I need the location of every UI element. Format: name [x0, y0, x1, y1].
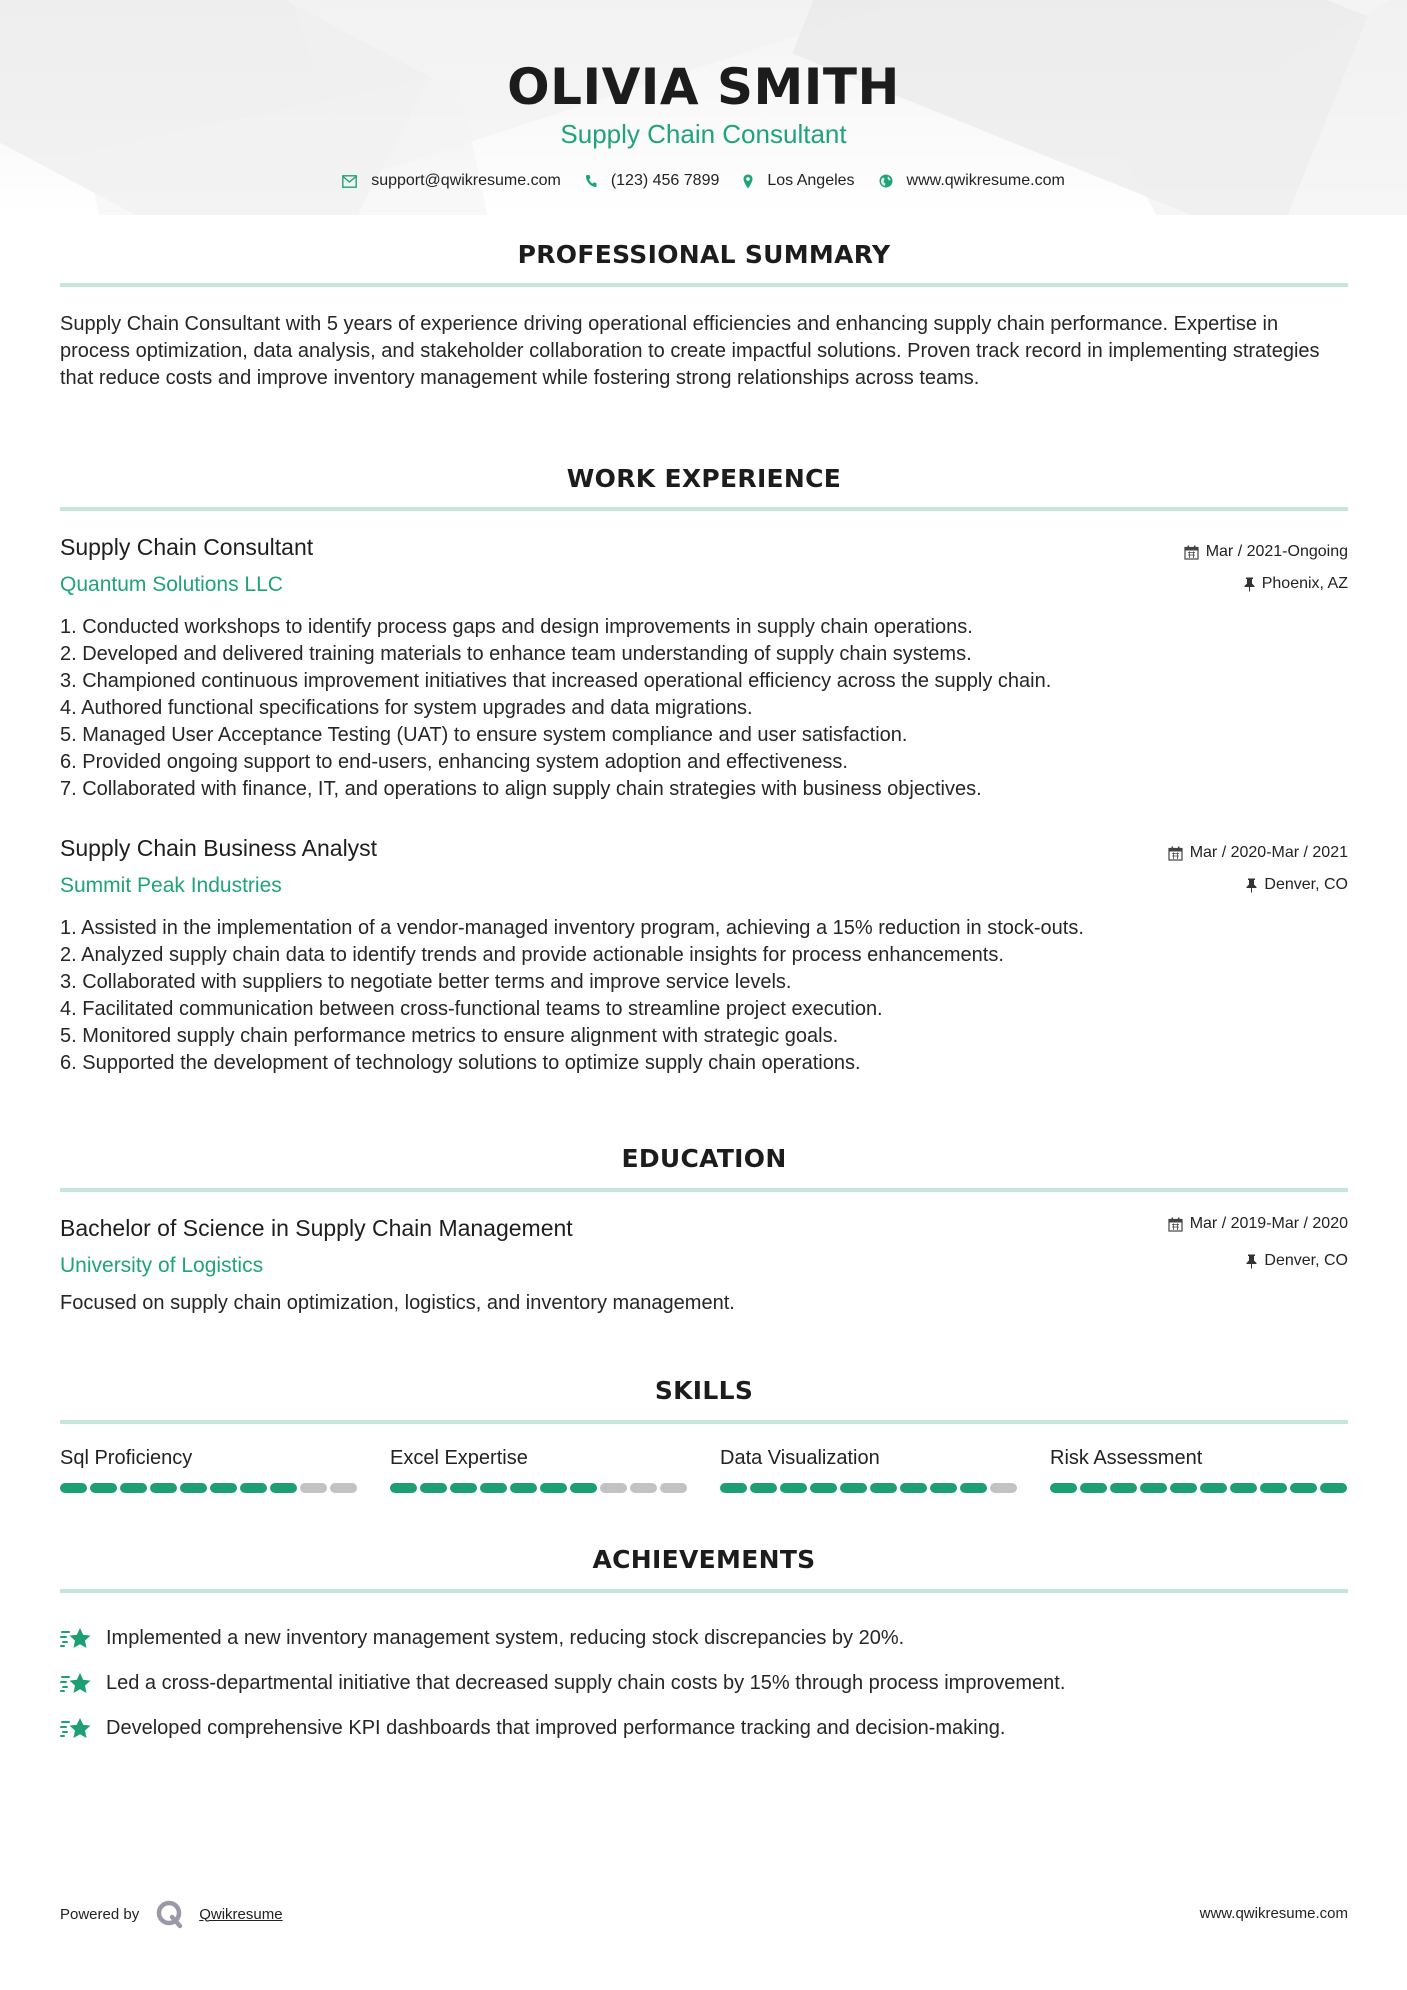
skill-dot-filled — [720, 1483, 747, 1493]
candidate-title: Supply Chain Consultant — [560, 119, 847, 149]
skill-rating — [720, 1483, 1020, 1493]
skill-dot-empty — [330, 1483, 357, 1493]
skill-dot-filled — [960, 1483, 987, 1493]
skill-dot-filled — [180, 1483, 207, 1493]
skill-dot-empty — [660, 1483, 687, 1493]
skill-dot-empty — [990, 1483, 1017, 1493]
bullet-item: 6. Provided ongoing support to end-users, enhancing system adoption and effectiveness. — [60, 751, 848, 773]
star-icon — [60, 1716, 94, 1742]
bullet-item: 1. Assisted in the implementation of a vendor-managed inventory program, achieving a 15% reduction in stock-outs. — [60, 917, 1084, 939]
skill-dot-filled — [60, 1483, 87, 1493]
job-dates: Mar / 2020-Mar / 2021 — [1168, 844, 1348, 862]
skill-dot-filled — [1170, 1483, 1197, 1493]
education-location: Denver, CO — [1246, 1252, 1348, 1270]
bullet-item: 3. Collaborated with suppliers to negotiate better terms and improve service levels. — [60, 971, 792, 993]
skill-rating — [390, 1483, 690, 1493]
job-location: Denver, CO — [1246, 876, 1348, 894]
job-bullets — [60, 614, 1350, 803]
skill-dot-empty — [630, 1483, 657, 1493]
skill-dot-filled — [240, 1483, 267, 1493]
bullet-item: 6. Supported the development of technology solutions to optimize supply chain operations. — [60, 1052, 861, 1074]
website-text: www.qwikresume.com — [906, 172, 1065, 189]
skill-dot-filled — [810, 1483, 837, 1493]
achievement-item: Implemented a new inventory management system, reducing stock discrepancies by 20%. — [60, 1616, 1350, 1661]
bullet-item: 5. Managed User Acceptance Testing (UAT) to ensure system compliance and user satisfaction. — [60, 724, 908, 746]
skill-name: Data Visualization — [720, 1447, 880, 1469]
skill-dot-filled — [1260, 1483, 1287, 1493]
footer-powered-by — [60, 1899, 283, 1929]
skill-name: Sql Proficiency — [60, 1447, 193, 1469]
skill-dot-empty — [300, 1483, 327, 1493]
skill-dot-filled — [750, 1483, 777, 1493]
phone-text: (123) 456 7899 — [610, 172, 720, 189]
achievement-item: Developed comprehensive KPI dashboards that improved performance tracking and decision-making. — [60, 1706, 1350, 1751]
skill-name: Risk Assessment — [1050, 1447, 1203, 1469]
skill-dot-filled — [1140, 1483, 1167, 1493]
skill-dot-filled — [870, 1483, 897, 1493]
skill-item — [60, 1447, 360, 1493]
skill-dot-filled — [270, 1483, 297, 1493]
qwikresume-link[interactable]: Qwikresume — [199, 1905, 283, 1923]
skill-dot-filled — [1110, 1483, 1137, 1493]
education-dates: Mar / 2019-Mar / 2020 — [1168, 1215, 1348, 1233]
location-text: Los Angeles — [767, 172, 855, 189]
summary-divider — [60, 283, 1348, 287]
calendar-icon — [1168, 1217, 1183, 1232]
skill-dot-filled — [540, 1483, 567, 1493]
pushpin-icon — [1246, 1254, 1257, 1269]
pushpin-icon — [1246, 878, 1257, 893]
bullet-item: 1. Conducted workshops to identify process gaps and design improvements in supply chain operations. — [60, 616, 973, 638]
education-divider — [60, 1188, 1348, 1192]
skill-item — [1050, 1447, 1350, 1493]
achievements-list — [60, 1616, 1350, 1751]
skill-dot-filled — [1320, 1483, 1347, 1493]
skill-rating — [1050, 1483, 1350, 1493]
bullet-item: 7. Collaborated with finance, IT, and operations to align supply chain strategies with business objectives. — [60, 778, 982, 800]
education-heading: EDUCATION — [621, 1144, 787, 1173]
skill-dot-filled — [930, 1483, 957, 1493]
skill-dot-filled — [510, 1483, 537, 1493]
contact-bar — [0, 172, 1407, 190]
bullet-item: 4. Authored functional specifications for system upgrades and data migrations. — [60, 697, 753, 719]
skill-dot-filled — [480, 1483, 507, 1493]
skill-dot-filled — [150, 1483, 177, 1493]
job-title: Supply Chain Business Analyst — [60, 835, 378, 861]
skill-dot-filled — [570, 1483, 597, 1493]
skill-dot-filled — [420, 1483, 447, 1493]
achievements-heading: ACHIEVEMENTS — [592, 1545, 816, 1574]
skill-dot-filled — [1080, 1483, 1107, 1493]
star-icon — [60, 1671, 94, 1697]
skills-heading: SKILLS — [654, 1376, 754, 1405]
summary-heading: PROFESSIONAL SUMMARY — [517, 240, 891, 269]
powered-by-label: Powered by — [60, 1905, 140, 1923]
skill-item — [390, 1447, 690, 1493]
skill-dot-filled — [1290, 1483, 1317, 1493]
skills-list — [60, 1447, 1350, 1493]
qwikresume-logo-icon — [155, 1899, 185, 1929]
bullet-item: 5. Monitored supply chain performance metrics to ensure alignment with strategic goals. — [60, 1025, 839, 1047]
job-dates: Mar / 2021-Ongoing — [1184, 543, 1348, 561]
skill-dot-filled — [390, 1483, 417, 1493]
skill-dot-filled — [1230, 1483, 1257, 1493]
job-location: Phoenix, AZ — [1244, 575, 1348, 593]
summary-text: Supply Chain Consultant with 5 years of experience driving operational efficiencies and enhancing supply chain performance. Expertise in process optimization, data analysis, and stakeholder collaboration to create impactful solutions. Proven track record in implementing strategies that reduce costs and improve inventory management while fostering strong relationships across teams. — [60, 313, 1320, 389]
footer-website[interactable]: www.qwikresume.com — [1199, 1905, 1348, 1922]
bullet-item: 2. Developed and delivered training materials to enhance team understanding of supply chain systems. — [60, 643, 972, 665]
contact-location — [743, 172, 854, 190]
job-bullets — [60, 915, 1350, 1077]
email-text: support@qwikresume.com — [371, 172, 561, 189]
contact-email[interactable] — [342, 172, 561, 190]
job-title: Supply Chain Consultant — [60, 534, 314, 560]
achievement-item: Led a cross-departmental initiative that decreased supply chain costs by 15% through process improvement. — [60, 1661, 1350, 1706]
map-pin-icon — [743, 174, 753, 189]
skill-dot-filled — [210, 1483, 237, 1493]
degree-title: Bachelor of Science in Supply Chain Management — [60, 1215, 573, 1241]
experience-divider — [60, 507, 1348, 511]
education-description: Focused on supply chain optimization, logistics, and inventory management. — [60, 1292, 735, 1314]
achievements-divider — [60, 1589, 1348, 1593]
skill-dot-empty — [600, 1483, 627, 1493]
skill-rating — [60, 1483, 360, 1493]
calendar-icon — [1168, 846, 1183, 861]
globe-icon — [879, 174, 893, 188]
skill-name: Excel Expertise — [390, 1447, 528, 1469]
job-company: Summit Peak Industries — [60, 874, 282, 897]
envelope-icon — [342, 175, 357, 188]
candidate-name: OLIVIA SMITH — [507, 58, 900, 116]
contact-website[interactable] — [879, 172, 1065, 190]
contact-phone[interactable] — [585, 172, 720, 190]
bullet-item: 2. Analyzed supply chain data to identify trends and provide actionable insights for process enhancements. — [60, 944, 1004, 966]
experience-heading: WORK EXPERIENCE — [566, 464, 842, 493]
skill-dot-filled — [120, 1483, 147, 1493]
star-icon — [60, 1626, 94, 1652]
skill-dot-filled — [1050, 1483, 1077, 1493]
skill-dot-filled — [90, 1483, 117, 1493]
job-company: Quantum Solutions LLC — [60, 573, 283, 596]
pushpin-icon — [1244, 577, 1255, 592]
skills-divider — [60, 1420, 1348, 1424]
skill-item — [720, 1447, 1020, 1493]
school-name: University of Logistics — [60, 1254, 264, 1277]
skill-dot-filled — [840, 1483, 867, 1493]
skill-dot-filled — [900, 1483, 927, 1493]
bullet-item: 3. Championed continuous improvement initiatives that increased operational efficiency across the supply chain. — [60, 670, 1052, 692]
calendar-icon — [1184, 545, 1199, 560]
bullet-item: 4. Facilitated communication between cross-functional teams to streamline project execution. — [60, 998, 883, 1020]
skill-dot-filled — [780, 1483, 807, 1493]
skill-dot-filled — [450, 1483, 477, 1493]
skill-dot-filled — [1200, 1483, 1227, 1493]
phone-icon — [585, 174, 597, 188]
